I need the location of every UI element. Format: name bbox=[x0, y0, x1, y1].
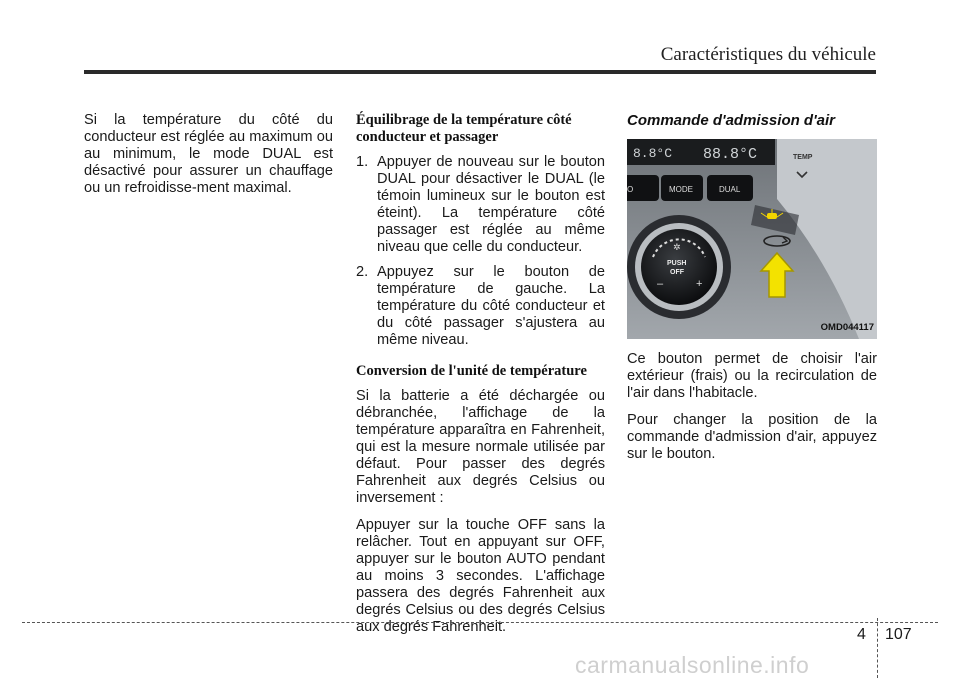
temp-label: TEMP bbox=[793, 154, 813, 161]
fan-icon: ✲ bbox=[673, 243, 681, 253]
list-item-number: 2. bbox=[356, 264, 369, 280]
figure-code: OMD044117 bbox=[820, 322, 874, 333]
column-2 bbox=[356, 112, 605, 646]
svg-text:DUAL: DUAL bbox=[719, 185, 741, 194]
page-number: 107 bbox=[885, 626, 912, 643]
column-1 bbox=[84, 112, 333, 207]
section-heading-balance: Équilibrage de la température côté conducteur et passager bbox=[356, 112, 572, 145]
footer-divider bbox=[877, 618, 878, 678]
svg-text:O: O bbox=[627, 185, 634, 194]
svg-text:+: + bbox=[696, 278, 703, 290]
section-heading-air-intake: Commande d'admission d'air bbox=[627, 112, 836, 129]
list-item bbox=[356, 154, 605, 256]
column-3 bbox=[627, 112, 877, 473]
temperature-knob[interactable] bbox=[641, 229, 717, 305]
climate-panel-illustration bbox=[627, 139, 877, 339]
header-rule bbox=[84, 70, 876, 74]
indicator-light bbox=[767, 213, 777, 219]
display-left-temp: 8.8°C bbox=[633, 146, 673, 161]
section-heading-unit-conversion: Conversion de l'unité de température bbox=[356, 363, 587, 379]
air-intake-paragraph-1: Ce bouton permet de choisir l'air extérieur (frais) ou la recirculation de l'air dans l'habitacle. bbox=[627, 351, 877, 401]
page-header-title: Caractéristiques du véhicule bbox=[660, 44, 876, 65]
conversion-paragraph-2: Appuyer sur la touche OFF sans la relâcher. Tout en appuyant sur OFF, appuyer sur le bouton AUTO pendant au moins 3 secondes. L'affichage passera des degrés Fahrenheit aux degrés Celsius ou des degrés Celsius aux degrés Fahrenheit. bbox=[356, 517, 605, 635]
list-item bbox=[356, 264, 605, 349]
climate-panel-photo bbox=[627, 139, 877, 339]
watermark: carmanualsonline.info bbox=[575, 652, 810, 678]
list-item-text: Appuyer de nouveau sur le bouton DUAL pour désactiver le DUAL (le témoin lumineux sur le bouton est éteint). La température côté passager est réglée au même niveau que celle du conducteur. bbox=[377, 154, 605, 255]
display-right-temp: 88.8°C bbox=[703, 146, 758, 163]
svg-text:–: – bbox=[657, 278, 664, 290]
list-item-text: Appuyez sur le bouton de température de gauche. La température du côté conducteur et du côté passager s'ajustera au même niveau. bbox=[377, 264, 605, 348]
svg-text:PUSH: PUSH bbox=[667, 260, 687, 267]
list-item-number: 1. bbox=[356, 154, 369, 170]
conversion-paragraph-1: Si la batterie a été déchargée ou débranchée, l'affichage de la température apparaîtra en Fahrenheit, qui est la mesure normale utilisée par défaut. Pour passer des degrés Fahrenheit aux degrés Celsius ou inversement : bbox=[356, 388, 605, 506]
svg-text:OFF: OFF bbox=[670, 269, 684, 276]
air-intake-paragraph-2: Pour changer la position de la commande d'admission d'air, appuyez sur le bouton. bbox=[627, 412, 877, 462]
svg-text:MODE: MODE bbox=[669, 185, 693, 194]
footer-rule bbox=[22, 622, 938, 623]
chapter-number: 4 bbox=[857, 626, 866, 643]
dual-note-paragraph: Si la température du côté du conducteur est réglée au maximum ou au minimum, le mode DUAL est désactivé pour assurer un chauffage ou un refroidisse-ment maximal. bbox=[84, 112, 333, 196]
